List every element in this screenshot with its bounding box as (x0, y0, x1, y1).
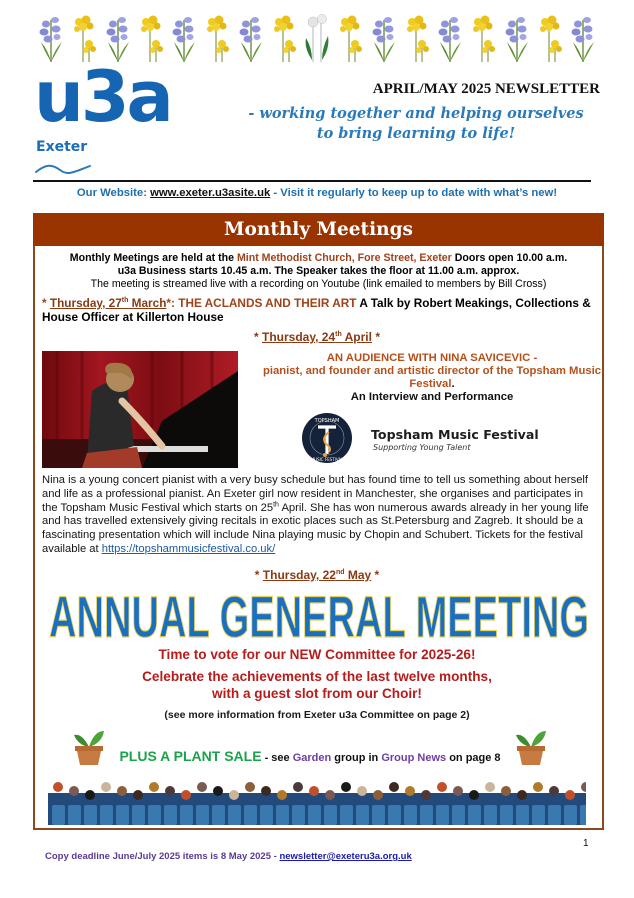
audience-head (181, 790, 191, 800)
logo-u3a-text: u3a (34, 56, 171, 138)
plant-sale-title: PLUS A PLANT SALE (119, 748, 262, 764)
audience-head (565, 790, 575, 800)
newsletter-email-link[interactable]: newsletter@exeteru3a.org.uk (279, 851, 412, 862)
audience-seat (100, 805, 113, 825)
tagline-line-2: to bring learning to life! (316, 125, 516, 142)
headline-text: pianist, and founder and artistic director of the Topsham Music Festival (262, 365, 602, 390)
audience-graphic (48, 775, 586, 825)
celebrate-line-2: with a guest slot from our Choir! (212, 686, 422, 701)
audience-head (549, 786, 559, 796)
primrose-icon (138, 12, 164, 62)
bluebell-icon (371, 12, 397, 62)
bluebell-icon (171, 12, 197, 62)
audience-seat (436, 805, 449, 825)
see-more-note: (see more information from Exeter u3a Committee on page 2) (164, 709, 470, 721)
newsletter-title: APRIL/MAY 2025 NEWSLETTER (372, 81, 600, 97)
page-number: 1 (583, 838, 589, 849)
date-suffix: th (273, 500, 279, 508)
celebrate-line-1: Celebrate the achievements of the last twelve months, (142, 669, 492, 684)
audience-head (245, 782, 255, 792)
audience-seat (244, 805, 257, 825)
date-suffix: th (335, 331, 342, 338)
audience-head (389, 782, 399, 792)
audience-seat (324, 805, 337, 825)
agm-title-text: ANNUAL GENERAL MEETING (49, 587, 589, 643)
may-date-line (0, 568, 634, 582)
audience-seat (180, 805, 193, 825)
audience-head (485, 782, 495, 792)
meeting-info (36, 252, 601, 291)
audience-seat (500, 805, 513, 825)
audience-head (501, 786, 511, 796)
website-suffix: - Visit it regularly to keep up to date with what’s new! (270, 187, 558, 199)
audience-head (405, 786, 415, 796)
u3a-exeter-logo (34, 56, 184, 176)
website-line (0, 187, 634, 199)
audience-head (69, 786, 79, 796)
audience-seat (52, 805, 65, 825)
section-title: Monthly Meetings (33, 213, 604, 246)
nina-subhead: An Interview and Performance (350, 391, 514, 403)
pianist-illustration (42, 351, 238, 468)
festival-name: Topsham Music Festival (371, 427, 539, 442)
march-date (50, 296, 167, 310)
audience-seat (308, 805, 321, 825)
audience-head (85, 790, 95, 800)
date-month: April (341, 330, 372, 344)
star-marker: *: (166, 296, 179, 310)
audience-seat (404, 805, 417, 825)
audience-head (293, 782, 303, 792)
star-marker: * (254, 568, 263, 582)
nina-description (42, 474, 598, 557)
date-month: May (344, 568, 372, 582)
para-text: Nina is a young concert pianist with a very busy schedule but has found time to tell us something about herself and life as a professional pianist. An Exeter girl now resident in Manchester, she organises and participates in the Topsham Music Festival which starts on 25 (42, 474, 589, 514)
audience-seat (580, 805, 586, 825)
audience-head (133, 790, 143, 800)
festival-tagline: Supporting Young Talent (373, 443, 471, 452)
nina-headline (262, 352, 602, 404)
plant-text: - see (261, 752, 293, 764)
venue-text: Mint Methodist Church, Fore Street, Exeter (236, 252, 452, 264)
bluebell-icon (570, 12, 596, 62)
audience-seat (260, 805, 273, 825)
agm-title-graphic (46, 587, 592, 643)
audience-seat (84, 805, 97, 825)
bluebell-icon (238, 12, 264, 62)
primrose-icon (71, 12, 97, 62)
para-text: April. She has won numerous awards already in her young life and has travelled extensively giving recitals in exotic places such as St.Petersburg and Zagreb. It should be a fascinating presentation which will include Nina playing music by Chopin and Schubert. Tickets for the festival available at (42, 501, 589, 555)
group-news-link: Group News (381, 752, 447, 764)
nina-headline-2 (262, 365, 602, 391)
audience-seat (148, 805, 161, 825)
plant-text: on page 8 (446, 752, 501, 764)
audience-seat (356, 805, 369, 825)
audience-head (357, 786, 367, 796)
audience-head (149, 782, 159, 792)
audience-head (277, 790, 287, 800)
date-suffix: th (121, 297, 129, 305)
primrose-icon (337, 12, 363, 62)
wild-garlic-icon (304, 12, 330, 62)
audience-head (325, 790, 335, 800)
audience-seat (516, 805, 529, 825)
footer-text: Copy deadline June/July 2025 items is 8 May 2025 - (45, 851, 280, 862)
audience-head (421, 790, 431, 800)
audience-head (453, 786, 463, 796)
audience-seat (468, 805, 481, 825)
audience-seat (420, 805, 433, 825)
audience-seat (564, 805, 577, 825)
audience-head (581, 782, 586, 792)
headline-period: . (451, 378, 455, 390)
nina-headline-1: AN AUDIENCE WITH NINA SAVICEVIC - (326, 352, 538, 364)
agm-celebrate (0, 668, 634, 702)
audience-head (197, 782, 207, 792)
audience-seat (212, 805, 225, 825)
audience-seat (116, 805, 129, 825)
primrose-icon (404, 12, 430, 62)
plant-text: group in (331, 752, 382, 764)
april-date-line (0, 330, 634, 344)
march-talk-desc: A Talk by Robert Meakings, Collections & House Officer at Killerton House (42, 296, 591, 324)
primrose-icon (204, 12, 230, 62)
garden-group-link: Garden (292, 752, 332, 764)
festival-link[interactable]: https://topshammusicfestival.co.uk/ (101, 542, 276, 555)
date-day: Thursday, 22 (262, 568, 336, 582)
audience-seat (340, 805, 353, 825)
potted-plant-icon (514, 729, 548, 765)
audience-head (309, 786, 319, 796)
bluebell-icon (105, 12, 131, 62)
audience-seat (372, 805, 385, 825)
audience-head (101, 782, 111, 792)
audience-illustration (48, 775, 586, 825)
tagline-line-1: - working together and helping ourselves (248, 105, 584, 122)
march-meeting (42, 296, 597, 324)
star-marker: * (371, 330, 380, 344)
audience-head (373, 790, 383, 800)
bluebell-icon (437, 12, 463, 62)
may-date (263, 568, 371, 582)
star-marker: * (42, 296, 50, 310)
website-link[interactable]: www.exeter.u3asite.uk (150, 187, 271, 199)
audience-head (341, 782, 351, 792)
audience-seat (452, 805, 465, 825)
audience-seat (388, 805, 401, 825)
audience-seat (164, 805, 177, 825)
april-date (262, 330, 372, 344)
date-suffix: nd (335, 569, 345, 576)
audience-head (165, 786, 175, 796)
primrose-icon (537, 12, 563, 62)
pianist-photo (42, 351, 238, 468)
star-marker: * (253, 330, 262, 344)
footer (45, 851, 412, 862)
info-text: Doors open 10.00 a.m. (451, 252, 568, 264)
audience-head (53, 782, 63, 792)
audience-seat (484, 805, 497, 825)
bluebell-icon (38, 12, 64, 62)
website-prefix: Our Website: (76, 187, 151, 199)
date-month: March (128, 296, 167, 310)
badge-top-text: TOPSHAM (314, 418, 340, 424)
meeting-info-line-1 (36, 252, 601, 265)
tagline (226, 104, 606, 144)
agm-vote: Time to vote for our NEW Committee for 2025-26! (158, 647, 476, 662)
agm-title (46, 587, 592, 643)
logo-wave-icon (34, 160, 94, 176)
audience-seat (292, 805, 305, 825)
logo-exeter-text: Exeter (36, 139, 88, 155)
audience-head (533, 782, 543, 792)
audience-head (437, 782, 447, 792)
info-text: Monthly Meetings are held at the (69, 252, 237, 264)
badge-bottom-text: MUSIC FESTIVAL (310, 457, 344, 462)
flower-banner (38, 12, 596, 62)
date-day: Thursday, 24 (262, 330, 336, 344)
audience-head (469, 790, 479, 800)
star-marker: * (371, 568, 380, 582)
meeting-info-line-3: The meeting is streamed live with a recording on Youtube (link emailed to members by Bill Cross) (90, 278, 547, 290)
audience-seat (548, 805, 561, 825)
bluebell-icon (504, 12, 530, 62)
audience-seat (68, 805, 81, 825)
audience-head (213, 786, 223, 796)
audience-seat (532, 805, 545, 825)
primrose-icon (470, 12, 496, 62)
meeting-info-line-2: u3a Business starts 10.45 a.m. The Speaker takes the floor at 11.00 a.m. approx. (117, 265, 520, 277)
march-talk-title: THE ACLANDS AND THEIR ART (178, 296, 357, 310)
plant-sale-line (100, 748, 520, 764)
topsham-music-festival-logo (301, 412, 353, 464)
header-divider (33, 180, 591, 182)
audience-head (117, 786, 127, 796)
audience-seat (228, 805, 241, 825)
date-day: Thursday, 27 (49, 296, 122, 310)
audience-head (261, 786, 271, 796)
audience-seat (196, 805, 209, 825)
audience-head (517, 790, 527, 800)
audience-seat (276, 805, 289, 825)
audience-seat (132, 805, 145, 825)
audience-head (229, 790, 239, 800)
primrose-icon (271, 12, 297, 62)
